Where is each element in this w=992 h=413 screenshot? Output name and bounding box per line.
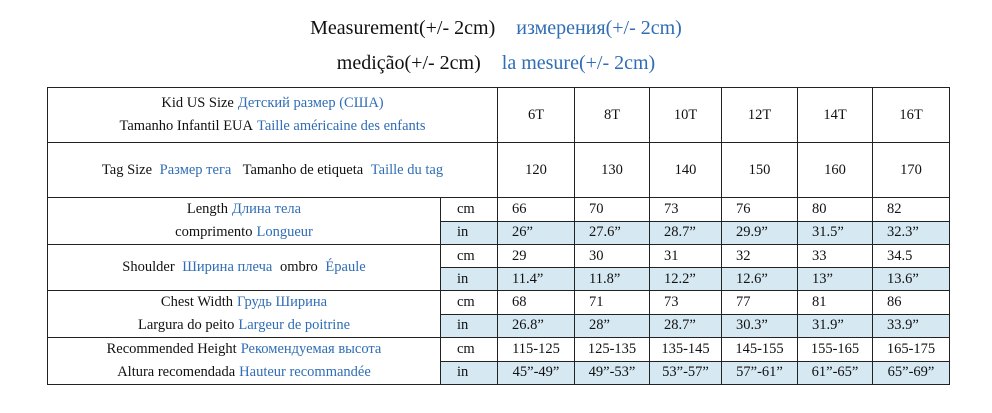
in-cell: 31.5” [798, 221, 873, 245]
unit-in: in [441, 314, 498, 338]
in-cell: 61”-65” [798, 361, 873, 385]
tag-cell: 170 [873, 143, 950, 198]
tag-size-label [48, 143, 498, 198]
title-pt: medição(+/- 2cm) [336, 52, 481, 74]
cm-cell: 77 [722, 291, 798, 315]
in-cell: 53”-57” [650, 361, 722, 385]
in-cell: 65”-69” [873, 361, 950, 385]
in-cell: 32.3” [873, 221, 950, 245]
size-cell: 12T [722, 88, 798, 143]
size-cell: 6T [498, 88, 575, 143]
label-fr: Longueur [256, 224, 313, 240]
size-cell: 14T [798, 88, 873, 143]
title-line-2 [0, 52, 992, 75]
shoulder-cm-row [48, 245, 950, 268]
in-cell: 28” [575, 314, 650, 338]
title-fr: la mesure(+/- 2cm) [501, 52, 656, 74]
label-ru: Ширина плеча [182, 259, 273, 275]
cm-cell: 76 [722, 198, 798, 222]
label-en: Shoulder [122, 259, 175, 275]
cm-cell: 73 [650, 198, 722, 222]
in-cell: 28.7” [650, 314, 722, 338]
label-en: Chest Width [160, 294, 233, 310]
title-en: Measurement(+/- 2cm) [310, 17, 496, 39]
in-cell: 45”-49” [498, 361, 575, 385]
cm-cell: 115-125 [498, 338, 575, 362]
in-cell: 11.4” [498, 268, 575, 291]
label-ru: Рекомендуемая высота [240, 341, 382, 357]
cm-cell: 70 [575, 198, 650, 222]
cm-cell: 82 [873, 198, 950, 222]
cm-cell: 32 [722, 245, 798, 268]
cm-cell: 86 [873, 291, 950, 315]
unit-in: in [441, 361, 498, 385]
label-pt: comprimento [175, 224, 253, 240]
cm-cell: 125-135 [575, 338, 650, 362]
length-cm-row [48, 198, 950, 222]
unit-in: in [441, 221, 498, 245]
unit-cm: cm [441, 245, 498, 268]
chest-cm-row [48, 291, 950, 315]
in-cell: 13” [798, 268, 873, 291]
label-pt: Altura recomendada [117, 364, 236, 380]
cm-cell: 81 [798, 291, 873, 315]
unit-in: in [441, 268, 498, 291]
size-header-label [48, 88, 498, 143]
tag-cell: 140 [650, 143, 722, 198]
cm-cell: 33 [798, 245, 873, 268]
unit-cm: cm [441, 338, 498, 362]
in-cell: 30.3” [722, 314, 798, 338]
cm-cell: 80 [798, 198, 873, 222]
unit-cm: cm [441, 198, 498, 222]
tag-cell: 150 [722, 143, 798, 198]
cm-cell: 34.5 [873, 245, 950, 268]
in-cell: 12.6” [722, 268, 798, 291]
label-ru: Грудь Ширина [236, 294, 328, 310]
cm-cell: 31 [650, 245, 722, 268]
shoulder-label [48, 245, 441, 291]
in-cell: 12.2” [650, 268, 722, 291]
label-ru: Размер тега [159, 161, 232, 178]
height-cm-row [48, 338, 950, 362]
label-pt: Tamanho de etiqueta [242, 161, 364, 178]
in-cell: 26.8” [498, 314, 575, 338]
cm-cell: 68 [498, 291, 575, 315]
chest-label [48, 291, 441, 338]
cm-cell: 135-145 [650, 338, 722, 362]
label-pt: Largura do peito [137, 317, 235, 333]
title-ru: измерения(+/- 2cm) [516, 17, 682, 39]
label-fr: Taille du tag [370, 161, 444, 178]
cm-cell: 145-155 [722, 338, 798, 362]
label-fr: Hauteur recommandée [239, 364, 371, 380]
cm-cell: 66 [498, 198, 575, 222]
cm-cell: 155-165 [798, 338, 873, 362]
in-cell: 31.9” [798, 314, 873, 338]
tag-size-row [48, 143, 950, 198]
in-cell: 57”-61” [722, 361, 798, 385]
label-en: Kid US Size [161, 95, 234, 111]
label-fr: Taille américaine des enfants [257, 118, 426, 134]
label-en: Tag Size [101, 161, 153, 178]
size-header-row [48, 88, 950, 143]
label-fr: Épaule [325, 259, 366, 275]
label-pt: Tamanho Infantil EUA [119, 118, 253, 134]
in-cell: 13.6” [873, 268, 950, 291]
label-ru: Детский размер (США) [237, 95, 384, 111]
in-cell: 33.9” [873, 314, 950, 338]
label-en: Recommended Height [106, 341, 237, 357]
in-cell: 29.9” [722, 221, 798, 245]
tag-cell: 160 [798, 143, 873, 198]
title-line-1 [0, 17, 992, 40]
cm-cell: 30 [575, 245, 650, 268]
length-label [48, 198, 441, 245]
height-label [48, 338, 441, 385]
cm-cell: 165-175 [873, 338, 950, 362]
label-ru: Длина тела [231, 201, 302, 217]
tag-cell: 120 [498, 143, 575, 198]
label-pt: ombro [279, 259, 318, 275]
size-chart-table [47, 87, 950, 385]
cm-cell: 29 [498, 245, 575, 268]
size-cell: 8T [575, 88, 650, 143]
in-cell: 26” [498, 221, 575, 245]
cm-cell: 71 [575, 291, 650, 315]
cm-cell: 73 [650, 291, 722, 315]
in-cell: 28.7” [650, 221, 722, 245]
unit-cm: cm [441, 291, 498, 315]
in-cell: 49”-53” [575, 361, 650, 385]
tag-cell: 130 [575, 143, 650, 198]
size-cell: 10T [650, 88, 722, 143]
size-cell: 16T [873, 88, 950, 143]
in-cell: 27.6” [575, 221, 650, 245]
label-en: Length [186, 201, 228, 217]
label-fr: Largeur de poitrine [238, 317, 351, 333]
in-cell: 11.8” [575, 268, 650, 291]
